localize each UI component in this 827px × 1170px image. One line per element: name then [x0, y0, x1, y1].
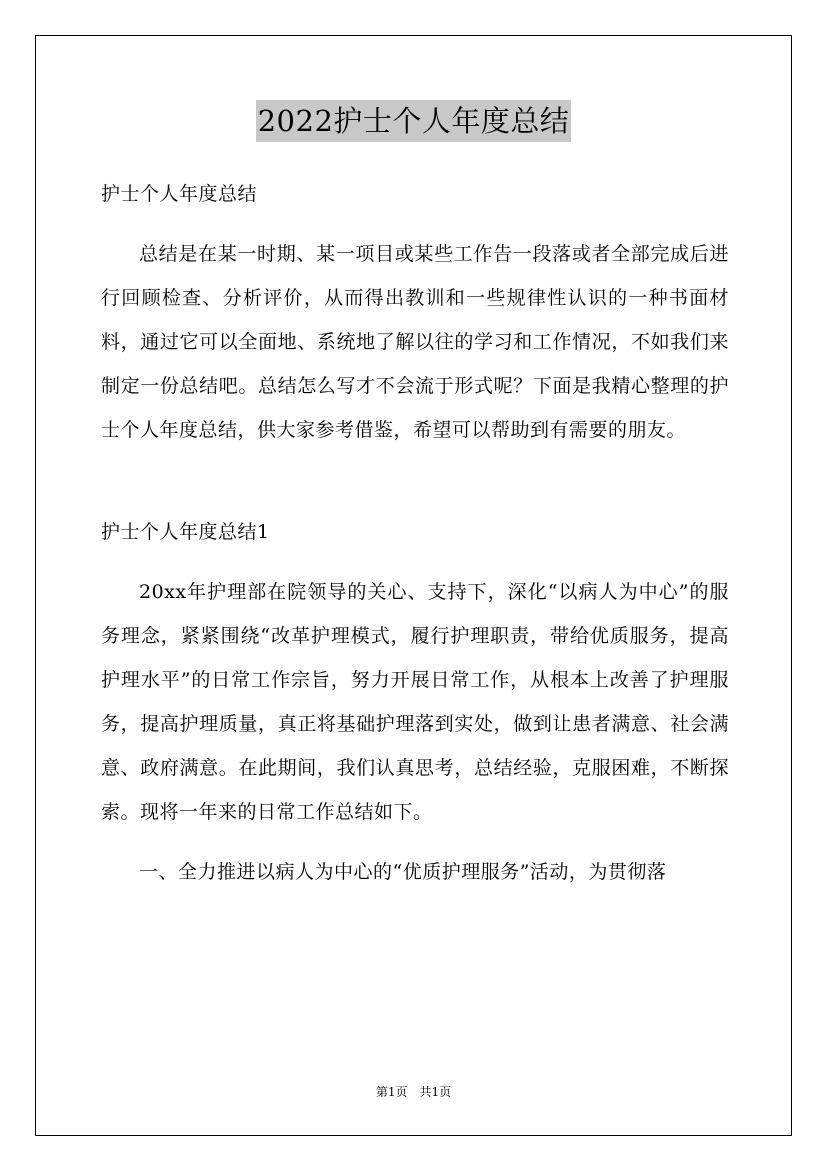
page-number: 第1页 共1页 — [375, 1085, 452, 1099]
section-1-paragraph-2: 一、全力推进以病人为中心的“优质护理服务”活动，为贯彻落 — [139, 861, 667, 883]
title-container — [0, 100, 827, 142]
page-footer — [0, 1082, 827, 1102]
section-gap — [101, 468, 729, 510]
subtitle: 护士个人年度总结 — [101, 183, 258, 205]
section-heading-1: 护士个人年度总结1 — [101, 521, 270, 543]
document-body — [101, 172, 729, 910]
section-1-paragraph-1: 20xx年护理部在院领导的关心、支持下，深化“以病人为中心”的服务理念，紧紧围绕“改革护理模式，履行护理职责，带给优质服务，提高护理水平”的日常工作宗旨，努力开展日常工作，从根本上改善了护理服务，提高护理质量，真正将基础护理落到实处，做到让患者满意、社会满意、政府满意。在此期间，我们认真思考，总结经验，克服困难，不断探索。现将一年来的日常工作总结如下。 — [101, 581, 729, 823]
intro-paragraph: 总结是在某一时期、某一项目或某些工作告一段落或者全部完成后进行回顾检查、分析评价，从而得出教训和一些规律性认识的一种书面材料，通过它可以全面地、系统地了解以往的学习和工作情况，不如我们来制定一份总结吧。总结怎么写才不会流于形式呢？下面是我精心整理的护士个人年度总结，供大家参考借鉴，希望可以帮助到有需要的朋友。 — [101, 243, 729, 441]
document-title: 2022护士个人年度总结 — [256, 100, 572, 142]
